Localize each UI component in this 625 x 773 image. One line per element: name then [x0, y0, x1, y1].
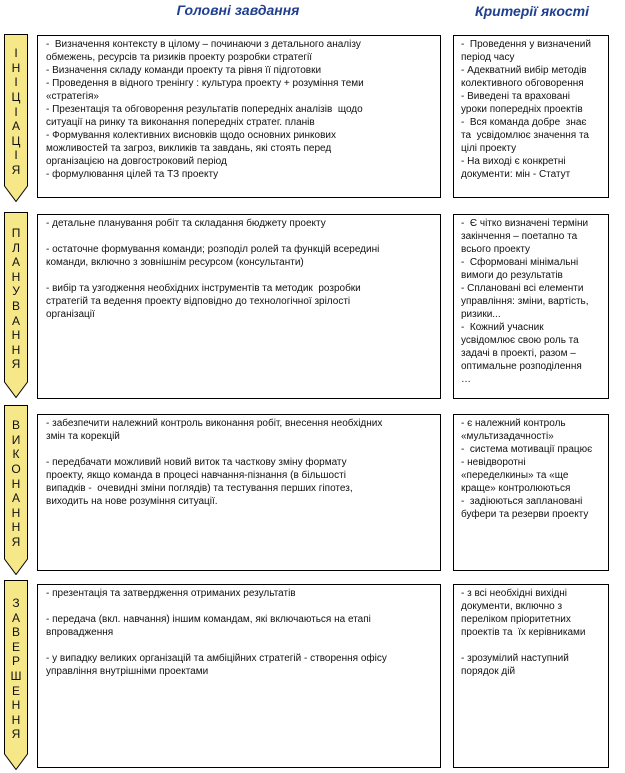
criteria-line: задачі в проекті, разом – [461, 348, 576, 359]
task-line: управління внутрішніми проектами [46, 666, 209, 677]
tasks-box-planning [37, 214, 441, 399]
task-line: проекту, якщо команда в процесі навчання-пізнання (в більшості [46, 470, 346, 481]
criteria-line: - є належний контроль [461, 418, 566, 429]
criteria-line: оптимальне розподілення [461, 361, 582, 372]
task-line: - презентація та затвердження отриманих результатів [46, 588, 296, 599]
criteria-line: - система мотивації працює [461, 444, 593, 455]
criteria-line: вимоги до результатів [461, 270, 563, 281]
task-line [46, 230, 436, 243]
criteria-box-initiation [453, 35, 609, 198]
criteria-line: усвідомлює свою роль та [461, 335, 579, 346]
task-line: організацією на довгостроковий період [46, 156, 227, 167]
criteria-box-planning [453, 214, 609, 399]
task-line: випадків - очевидні зміни поглядів) та тестування перших гіпотез, [46, 483, 353, 494]
criteria-line: управління: зміни, вартість, [461, 296, 589, 307]
task-line [46, 600, 436, 613]
criteria-line: ризики... [461, 309, 501, 320]
criteria-line: документи: мін - Статут [461, 169, 571, 180]
tasks-box-execution [37, 414, 441, 571]
task-line: стратегій та ведення проекту відповідно до технологічної зрілості [46, 296, 351, 307]
task-line: команди, включно з зовнішнім ресурсом (консультанти) [46, 257, 304, 268]
criteria-line: - з всі необхідні вихідні [461, 588, 567, 599]
task-line: - остаточне формування команди; розподіл ролей та функцій всередині [46, 244, 380, 255]
criteria-line: «переделкины» та «ще [461, 470, 569, 481]
criteria-line: цілі проекту [461, 143, 517, 154]
criteria-line: порядок дій [461, 666, 516, 677]
criteria-line: проектів та їх керівниками [461, 627, 586, 638]
criteria-line: «мультизадачності» [461, 431, 554, 442]
criteria-line: - Є чітко визначені терміни [461, 218, 589, 229]
task-line: можливостей та загроз, викликів та завдань, які стоять перед [46, 143, 332, 154]
phase-arrow-completion [4, 580, 28, 770]
criteria-box-completion [453, 584, 609, 768]
task-line [46, 269, 436, 282]
criteria-line: - Кожний учасник [461, 322, 544, 333]
criteria-line [461, 639, 604, 652]
task-line [46, 443, 436, 456]
criteria-line: - невідворотні [461, 457, 526, 468]
criteria-line: колективного обговорення [461, 78, 584, 89]
phase-label: П Л А Н У В А Н Н Я [11, 226, 21, 372]
task-line: - формулювання цілей та ТЗ проекту [46, 169, 219, 180]
criteria-line: - Сформовані мінімальні [461, 257, 579, 268]
criteria-line: - Виведені та враховані [461, 91, 571, 102]
criteria-line: - Проведення у визначений [461, 39, 591, 50]
task-line: виходить на нове розуміння ситуації. [46, 496, 218, 507]
criteria-header: Критерії якості [475, 3, 589, 19]
task-line: - Презентація та обговорення результатів попередніх аналізів щодо [46, 104, 363, 115]
criteria-line: - Вся команда добре знає [461, 117, 587, 128]
criteria-box-execution [453, 414, 609, 571]
phase-arrow-initiation [4, 34, 28, 202]
task-line: - Визначення контексту в цілому – починаючи з детального аналізу [46, 39, 361, 50]
task-line: «стратегія» [46, 91, 99, 102]
task-line: - вибір та узгодження необхідних інструментів та методик розробки [46, 283, 361, 294]
criteria-line: період часу [461, 52, 515, 63]
task-line: впровадження [46, 627, 114, 638]
tasks-box-completion [37, 584, 441, 768]
tasks-header: Головні завдання [176, 2, 300, 18]
criteria-line: - Сплановані всі елементи [461, 283, 584, 294]
criteria-line: - задіюються заплановані [461, 496, 583, 507]
task-line: - Формування колективних висновків щодо основних ринкових [46, 130, 336, 141]
tasks-box-initiation [37, 35, 441, 198]
task-line: - передача (вкл. навчання) іншим командам, які включаються на етапі [46, 614, 371, 625]
phase-label: В И К О Н А Н Н Я [11, 418, 21, 550]
task-line: - забезпечити належний контроль виконання робіт, внесення необхідних [46, 418, 383, 429]
task-line: ситуації на ринку та виконання попередніх стратег. планів [46, 117, 315, 128]
criteria-line: буфери та резерви проекту [461, 509, 589, 520]
criteria-line: - Адекватний вибір методів [461, 65, 587, 76]
criteria-line: всього проекту [461, 244, 531, 255]
phase-label: І Н І Ц І А Ц І Я [11, 46, 21, 178]
task-line: - передбачати можливий новий виток та часткову зміну формату [46, 457, 347, 468]
criteria-line: та усвідомлює значення та [461, 130, 589, 141]
criteria-line: … [461, 374, 471, 385]
task-line: - Проведення в відного тренінгу : культура проекту + розуміння теми [46, 78, 364, 89]
phase-arrow-execution [4, 405, 28, 575]
task-line: змін та корекцій [46, 431, 120, 442]
criteria-line: документи, включно з [461, 601, 563, 612]
task-line: - Визначення складу команди проекту та рівня її підготовки [46, 65, 322, 76]
criteria-line: - На виході є конкретні [461, 156, 566, 167]
task-line: обмежень, ресурсів та ризиків проекту розробки стратегії [46, 52, 313, 63]
criteria-line: - зрозумілий наступний [461, 653, 569, 664]
criteria-line: переліком пріоритетних [461, 614, 571, 625]
criteria-line: закінчення – поетапно та [461, 231, 578, 242]
phase-arrow-planning [4, 212, 28, 398]
task-line: організації [46, 309, 95, 320]
phase-label: З А В Е Р Ш Е Н Н Я [10, 596, 22, 742]
task-line [46, 639, 436, 652]
task-line: - детальне планування робіт та складання бюджету проекту [46, 218, 326, 229]
task-line: - у випадку великих організацій та амбіційних стратегій - створення офісу [46, 653, 387, 664]
criteria-line: краще» контролюються [461, 483, 571, 494]
criteria-line: уроки попередніх проектів [461, 104, 583, 115]
